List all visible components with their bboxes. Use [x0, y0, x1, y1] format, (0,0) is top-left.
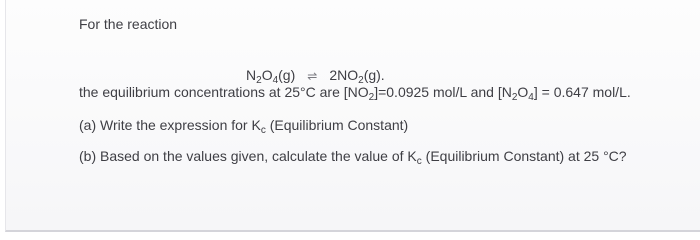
reactant-formula: $N_2O_4(g)$: [246, 67, 296, 86]
problem-card: [5, 0, 700, 232]
question-part-a: (a) Write the expression for $K_c$ (Equilibrium Constant): [79, 117, 409, 136]
question-part-b: (b) Based on the values given, calculate the value of $K_c$ (Equilibrium Constant) at 25 °C?: [79, 148, 627, 167]
intro-text: For the reaction: [79, 16, 178, 32]
product-formula: $2NO_2(g)$.: [329, 67, 385, 86]
equilibrium-arrow: ⇌: [307, 69, 318, 83]
given-concentrations: the equilibrium concentrations at 25°C are $[NO_2]=0.0925$ mol/L and $[N_2O_4] = 0.647$ mol/L.: [79, 84, 631, 103]
